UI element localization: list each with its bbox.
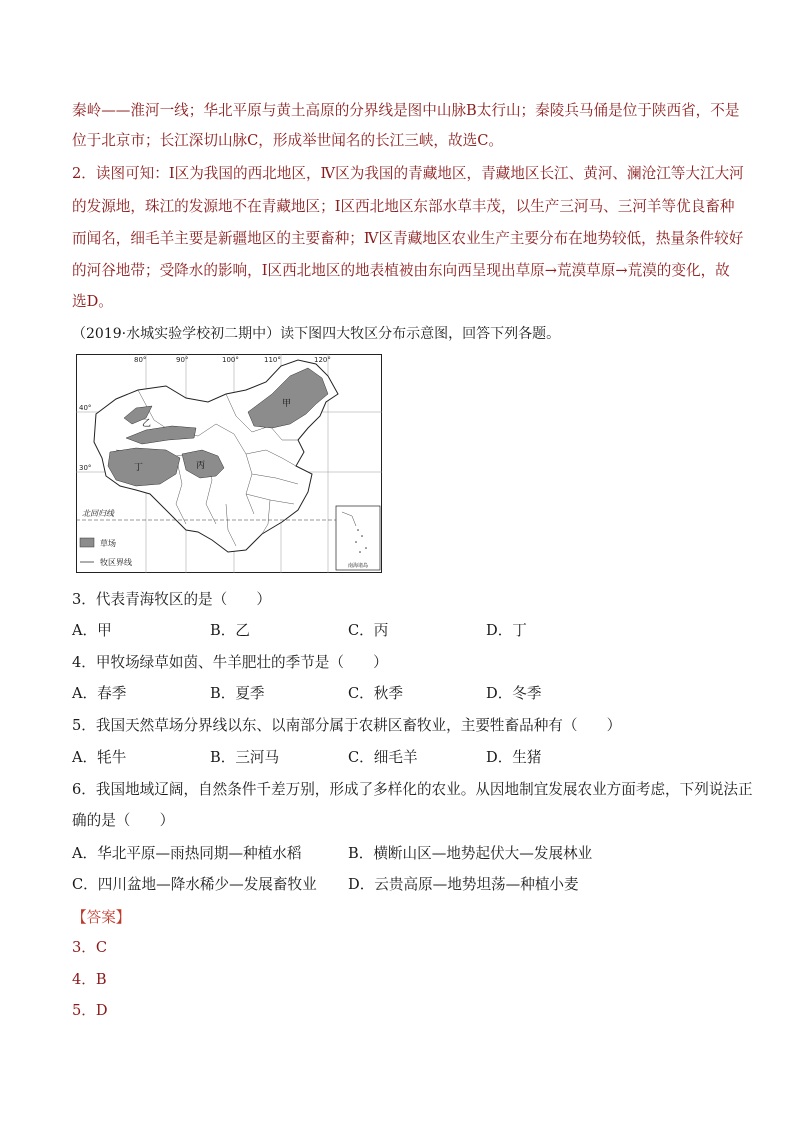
q6-option-b: B．横断山区—地势起伏大—发展林业 [348, 845, 593, 862]
q4-option-d: D．冬季 [486, 685, 542, 702]
q6-stem-line-2: 确的是（ ） [72, 812, 175, 829]
region-label-jia: 甲 [282, 399, 292, 409]
q4-stem: 4．甲牧场绿草如茵、牛羊肥壮的季节是（ ） [72, 654, 388, 671]
answer-heading: 【答案】 [72, 909, 131, 926]
answer-3: 3．C [72, 939, 108, 956]
region-label-yi: 乙 [142, 419, 152, 429]
q3-option-a: A．甲 [72, 622, 112, 639]
answer-5: 5．D [72, 1002, 108, 1019]
pastoral-regions-map [76, 354, 382, 573]
explanation-line-2: 位于北京市；长江深切山脉C，形成举世闻名的长江三峡，故选C。 [72, 132, 503, 149]
q4-option-b: B．夏季 [210, 685, 265, 702]
lon-label-80: 80° [134, 356, 147, 364]
q5-stem: 5．我国天然草场分界线以东、以南部分属于农耕区畜牧业，主要牲畜品种有（ ） [72, 717, 622, 734]
explanation-line-3: 2．读图可知：Ⅰ区为我国的西北地区，Ⅳ区为我国的青藏地区，青藏地区长江、黄河、澜沧江等大江大河 [72, 165, 744, 182]
q5-option-c: C．细毛羊 [348, 749, 418, 766]
lon-label-110: 110° [264, 356, 281, 364]
question-intro: （2019·水城实验学校初二期中）读下图四大牧区分布示意图，回答下列各题。 [72, 326, 561, 342]
lat-label-30: 30° [79, 464, 92, 472]
answer-4: 4．B [72, 971, 107, 988]
legend-grass-swatch [80, 538, 94, 547]
q3-option-d: D．丁 [486, 622, 527, 639]
q5-option-d: D．生猪 [486, 749, 542, 766]
q3-stem: 3．代表青海牧区的是（ ） [72, 591, 272, 608]
region-label-ding: 丁 [134, 463, 144, 473]
lon-label-90: 90° [176, 356, 189, 364]
q6-option-c: C．四川盆地—降水稀少—发展畜牧业 [72, 876, 317, 893]
q3-option-b: B．乙 [210, 622, 250, 639]
explanation-line-1: 秦岭——淮河一线；华北平原与黄土高原的分界线是图中山脉B太行山；秦陵兵马俑是位于陕西省，不是 [72, 102, 740, 119]
explanation-line-7: 选D。 [72, 293, 113, 310]
inset-label: 南海诸岛 [348, 563, 369, 569]
explanation-line-5: 而闻名，细毛羊主要是新疆地区的主要畜种；Ⅳ区青藏地区农业生产主要分布在地势较低，热量条件较好 [72, 230, 744, 247]
q6-stem-line-1: 6．我国地域辽阔，自然条件千差万别，形成了多样化的农业。从因地制宜发展农业方面考虑，下列说法正 [72, 781, 753, 798]
q6-option-d: D．云贵高原—地势坦荡—种植小麦 [348, 876, 579, 893]
q3-option-c: C．丙 [348, 622, 389, 639]
tropic-label: 北回归线 [82, 509, 114, 518]
lon-label-100: 100° [222, 356, 239, 364]
q5-option-b: B．三河马 [210, 749, 280, 766]
lon-label-120: 120° [314, 356, 331, 364]
legend-grass-label: 草场 [100, 539, 116, 548]
south-china-sea-inset [336, 506, 380, 570]
q4-option-a: A．春季 [72, 685, 127, 702]
legend-boundary-label: 牧区界线 [100, 558, 132, 567]
lat-label-40: 40° [79, 404, 92, 412]
q4-option-c: C．秋季 [348, 685, 403, 702]
region-label-bing: 丙 [196, 461, 206, 471]
q5-option-a: A．牦牛 [72, 749, 127, 766]
q6-option-a: A．华北平原—雨热同期—种植水稻 [72, 845, 302, 862]
explanation-line-4: 的发源地，珠江的发源地不在青藏地区；Ⅰ区西北地区东部水草丰茂，以生产三河马、三河羊等优良畜种 [72, 198, 735, 215]
explanation-line-6: 的河谷地带；受降水的影响，Ⅰ区西北地区的地表植被由东向西呈现出草原→荒漠草原→荒漠的变化，故 [72, 262, 730, 279]
